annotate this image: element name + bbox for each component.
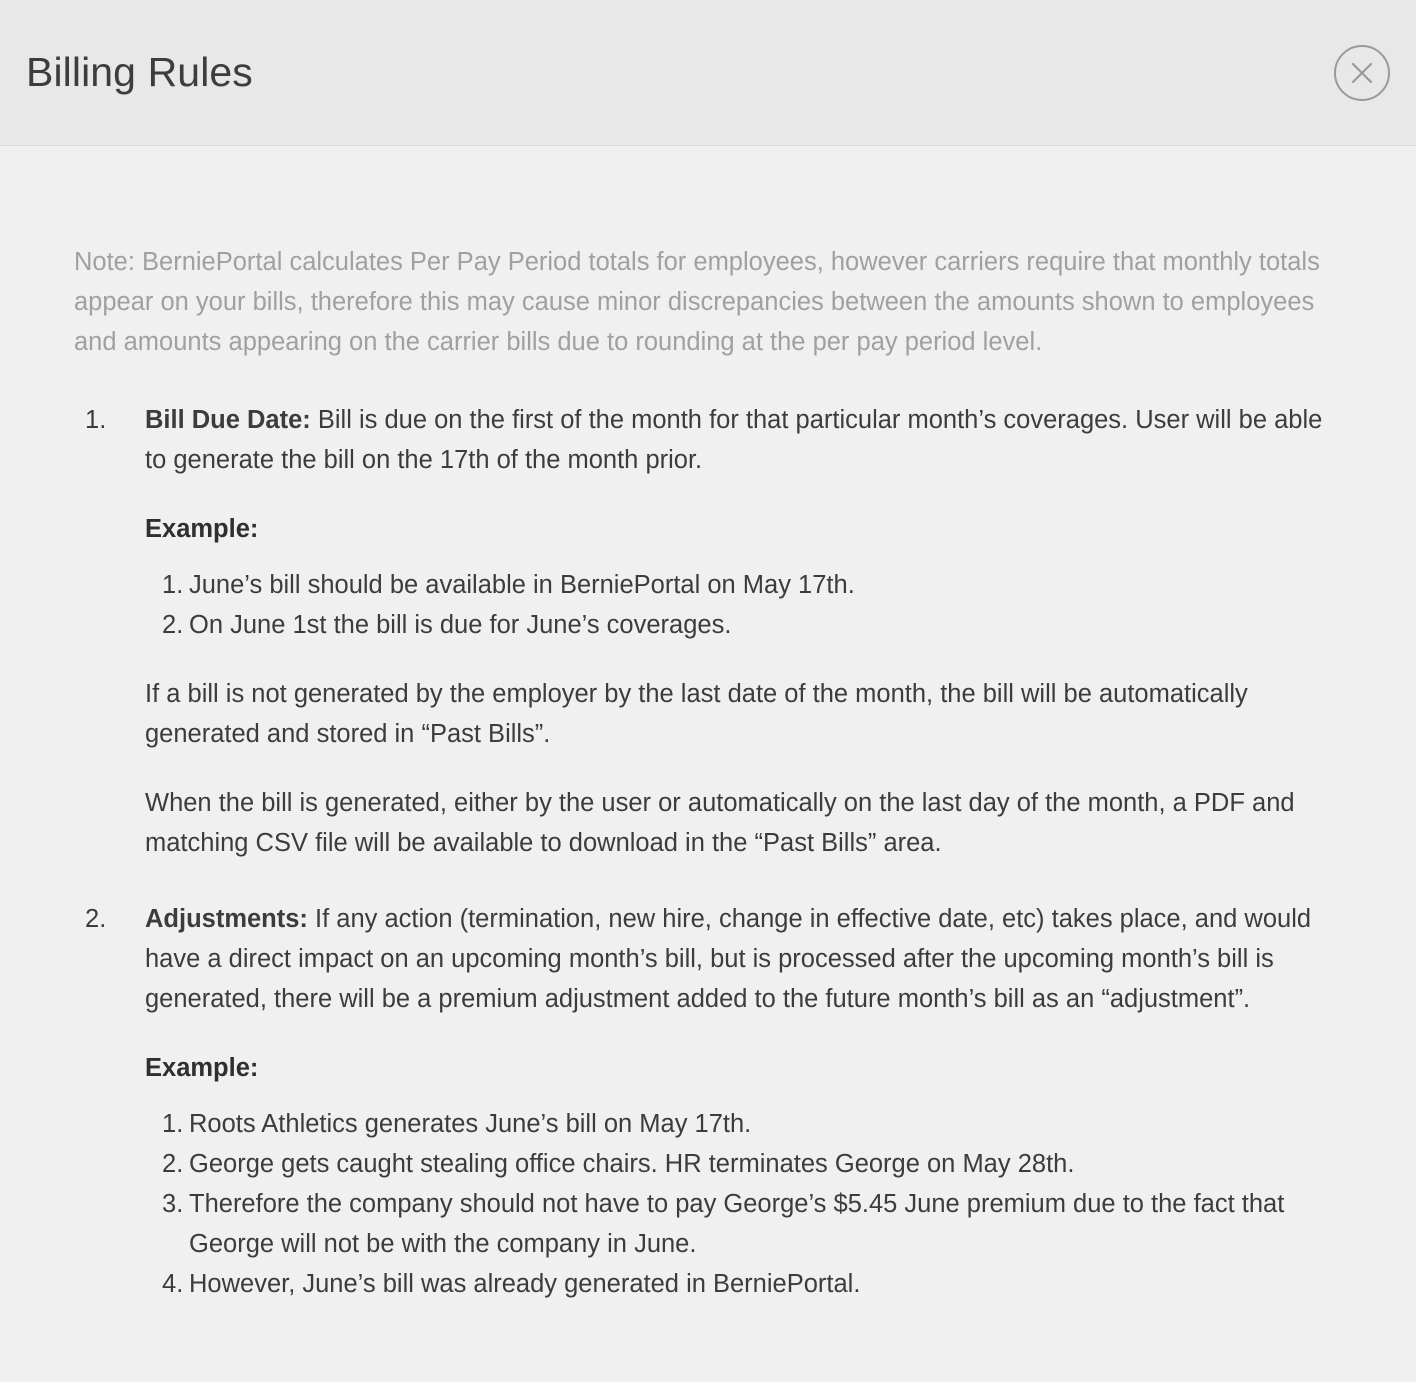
rule-description (145, 899, 1330, 1019)
rounding-note: Note: BerniePortal calculates Per Pay Period totals for employees, however carriers require that monthly totals appear on your bills, therefore this may cause minor discrepancies between the amounts shown to employees and amounts appearing on the carrier bills due to rounding at the per pay period level. (74, 248, 1320, 356)
modal-header (0, 0, 1416, 146)
billing-rule-item (74, 899, 1330, 1304)
rule-body-text: Bill is due on the first of the month for that particular month’s coverages. User will be able to generate the bill on the 17th of the month prior. (145, 406, 1323, 474)
rule-body-text: If any action (termination, new hire, change in effective date, etc) takes place, and would have a direct impact on an upcoming month’s bill, but is processed after the upcoming month’s bill is generated, there will be a premium adjustment added to the future month’s bill as an “adjustment”. (145, 905, 1312, 1013)
list-item: June’s bill should be available in BerniePortal on May 17th. (189, 571, 855, 599)
example-list (145, 1104, 1330, 1304)
example-heading: Example: (145, 515, 259, 543)
example-list (145, 565, 1330, 645)
rule-lead-label: Adjustments: (145, 905, 308, 933)
billing-rules-list (74, 362, 1330, 1304)
rule-paragraph: When the bill is generated, either by the user or automatically on the last day of the month, a PDF and matching CSV file will be available to download in the “Past Bills” area. (145, 789, 1295, 857)
billing-rule-item (74, 400, 1330, 863)
rule-description (145, 400, 1330, 480)
page-title: Billing Rules (26, 49, 253, 95)
close-button[interactable] (1334, 45, 1390, 101)
rule-lead-label: Bill Due Date: (145, 406, 311, 434)
list-item: Therefore the company should not have to pay George’s $5.45 June premium due to the fact that George will not be with the company in June. (189, 1190, 1285, 1258)
example-heading: Example: (145, 1054, 259, 1082)
close-x-circle-icon (1347, 58, 1377, 88)
list-item: However, June’s bill was already generated in BerniePortal. (189, 1270, 861, 1298)
list-item: George gets caught stealing office chairs. HR terminates George on May 28th. (189, 1150, 1075, 1178)
modal-body[interactable] (0, 146, 1416, 1382)
rule-paragraph: If a bill is not generated by the employer by the last date of the month, the bill will be automatically generated and stored in “Past Bills”. (145, 680, 1248, 748)
list-item: On June 1st the bill is due for June’s coverages. (189, 611, 732, 639)
list-item: Roots Athletics generates June’s bill on May 17th. (189, 1110, 752, 1138)
